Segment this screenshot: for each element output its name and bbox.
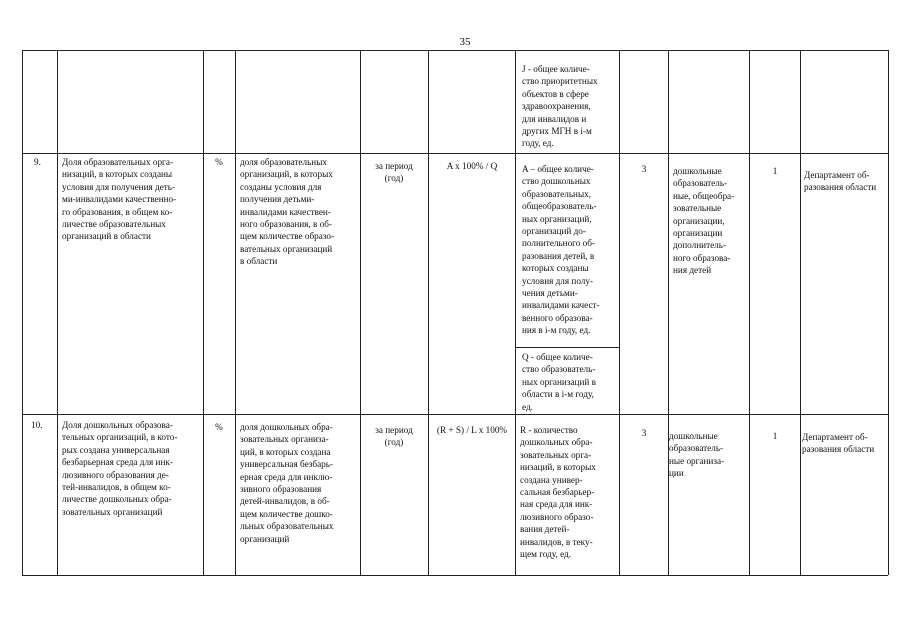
column-border [428,50,429,575]
time-characteristic: за период (год) [375,425,413,448]
responsible-department: Департамент об- разования области [804,170,877,193]
table-top-border [22,50,888,51]
coverage: 1 [772,166,778,176]
time-characteristic: за период (год) [375,161,413,184]
observation-units: дошкольные образователь- ные организа- ции [669,431,725,479]
variable-divider [515,347,619,348]
row-9-top-border [22,153,888,154]
column-border [203,50,204,575]
column-border [360,50,361,575]
column-border [515,50,516,575]
table-bottom-border [22,575,888,576]
row-10-top-border [22,414,888,415]
row-number: 9. [34,157,41,167]
row-number: 10. [31,420,43,430]
column-border [57,50,58,575]
indicator-definition: доля образовательных организаций, в которых созданы условия для получения детьми- инвалидами качествен- ного образования, в об- щем количестве образо- вательных организаций в области [240,157,335,267]
column-border [668,50,669,575]
unit: % [215,422,223,432]
calculation-formula: A x 100% / Q [446,161,498,171]
coverage: 1 [772,431,778,441]
column-border [235,50,236,575]
collection-method: 3 [641,428,647,438]
collection-method: 3 [641,164,647,174]
responsible-department: Департамент об- разования области [802,432,875,455]
indicator-definition: доля дошкольных обра- зовательных организа- ций, в которых создана универсальная безбарь- ерная среда для инклю- зивного образования детей-инвалидов, в об- щем количестве дошко- льных образовательных организаций [240,422,334,544]
column-border [749,50,750,575]
observation-units: дошкольные образователь- ные, общеобра- зовательные организации, организации дополнитель- ного образова- ния детей [673,166,735,276]
column-border [888,50,889,575]
column-border [800,50,801,575]
unit: % [215,157,223,167]
page-number: 35 [459,36,471,48]
variable-description: Q - общее количе- ство образователь- ных организаций в области в i-м году, ед. [522,352,596,412]
variable-description: R - количество дошкольных обра- зовательных орга- низаций, в которых создана универ- сальная безбарьер- ная среда для инк- люзивного образо- вания детей- инвалидов, в теку- щем году, ед. [520,425,596,560]
column-border [619,50,620,575]
calculation-formula: (R + S) / L x 100% [436,425,508,435]
indicator-name: Доля дошкольных образова- тельных организаций, в кото- рых создана универсальная безбарьерная среда для инк- люзивного образования де- тей-инвалидов, в общем ко- личестве дошкольных обра- зовательных организаций [62,420,178,517]
variable-description: A – общее количе- ство дошкольных образовательных, общеобразователь- ных организаций, организаций до- полнительного об- разования детей, в которых созданы условия для полу- чения детьми- инвалидами качест- венного образова- ния в i-м году, ед. [522,164,600,336]
variable-description: J - общее количе- ство приоритетных объектов в сфере здравоохранения, для инвалидов и других МГН в i-м году, ед. [522,64,598,149]
column-border [22,50,23,575]
indicator-name: Доля образовательных орга- низаций, в которых созданы условия для получения деть- ми-инвалидами качественно- го образования, в общем ко- личестве образовательных организаций в области [62,157,177,242]
